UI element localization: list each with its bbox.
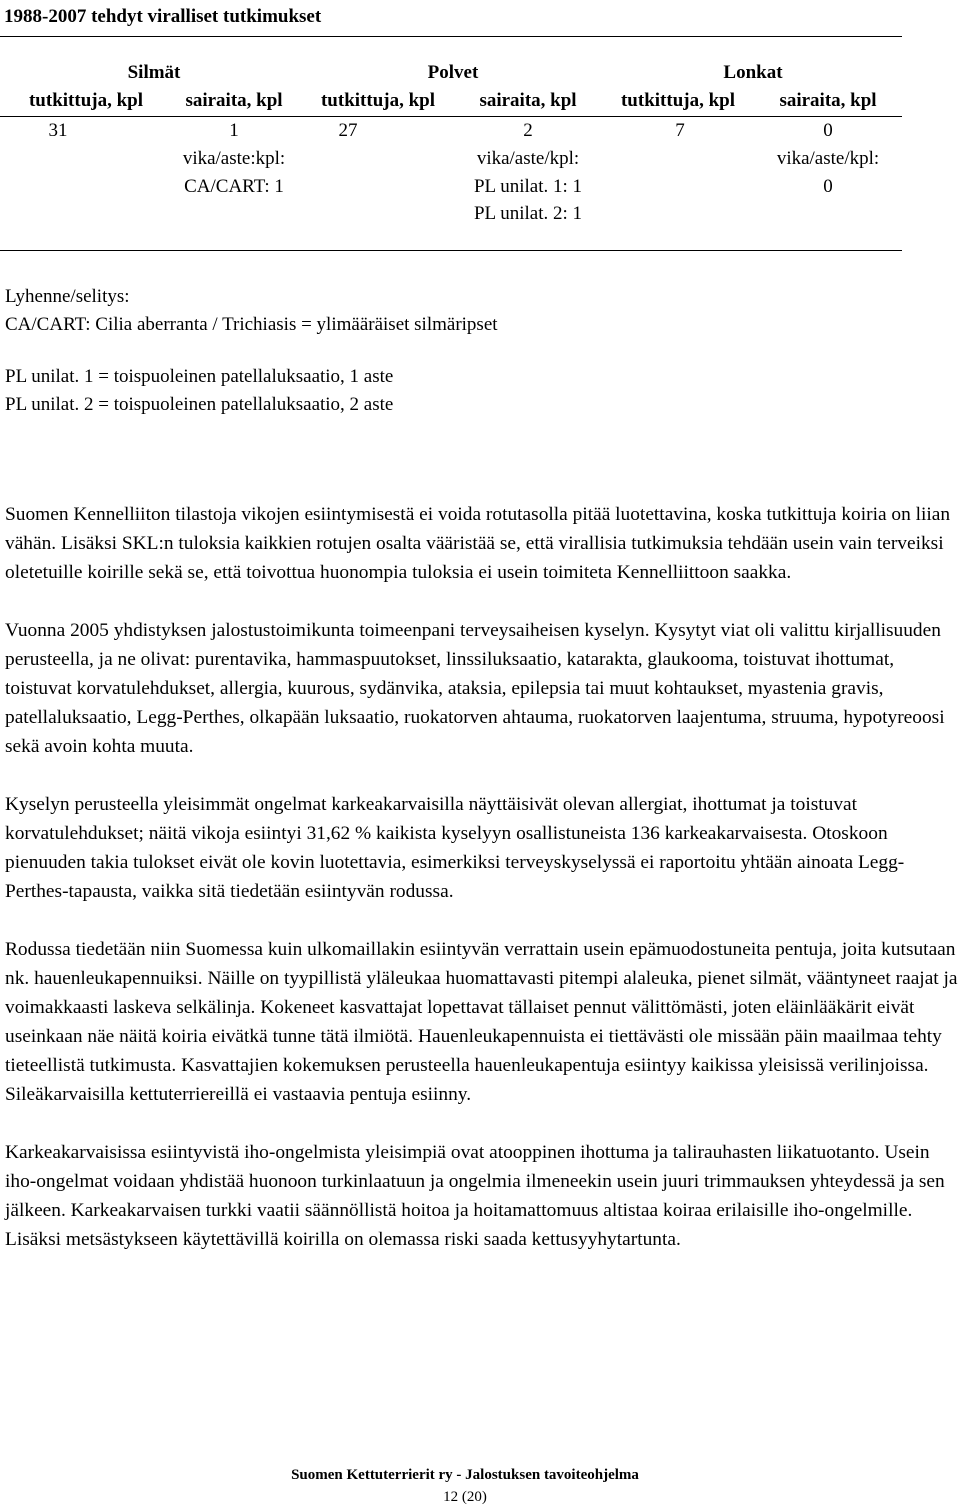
- group-header-lonkat: Lonkat: [723, 62, 783, 83]
- paragraph: Karkeakarvaisissa esiintyvistä iho-ongelmista yleisimpiä ovat atooppinen ihottuma ja talirauhasten liikatuotanto. Usein iho-ongelmat voidaan yhdistää huonoon turkinlaatuun ja ongelmia ilmeneekin usein juuri trimmauksen yhteydessä ja sen jälkeen. Karkeakarvaisen turkki vaatii säännöllistä hoitoa ja hoitamattomuus altistaa koiraa erilaisille iho-ongelmille. Lisäksi metsästykseen käytettävillä koirilla on olemassa riski saada kettusyyhytartunta.: [5, 1142, 945, 1250]
- group-header-silmat: Silmät: [127, 62, 181, 83]
- body-text: [5, 500, 960, 1283]
- abbreviation-ca-cart: CA/CART: Cilia aberranta / Trichiasis = ylimääräiset silmäripset: [5, 314, 498, 335]
- col-header: sairaita, kpl: [779, 90, 877, 111]
- table-cell: vika/aste:kpl:: [182, 148, 286, 169]
- table-bottom-rule: [0, 250, 902, 251]
- col-header: tutkittuja, kpl: [28, 90, 144, 111]
- paragraph: Kyselyn perusteella yleisimmät ongelmat karkeakarvaisilla näyttäisivät olevan allergiat, ihottumat ja toistuvat korvatulehdukset; näitä vikoja esiintyi 31,62 % kaikista kyselyyn osallistuneista 136 karkeakarvaisesta. Otoskoon pienuuden takia tulokset eivät ole kovin luotettavia, esimerkiksi terveyskyselyssä ei raportoitu yhtään ainoata Legg-Perthes-tapausta, vaikka sitä tiedetään esiintyvän rodussa.: [5, 794, 905, 902]
- paragraph: Suomen Kennelliiton tilastoja vikojen esiintymisestä ei voida rotutasolla pitää luotettavina, koska tutkittuja koiria on liian vähän. Lisäksi SKL:n tuloksia kaikkien rotujen osalta vääristää se, että virallisia tutkimuksia tehdään usein vain terveiksi oletetuille koirille sekä se, että toivottua huonompia tuloksia ei usein toimiteta Kennelliittoon saakka.: [5, 504, 951, 583]
- table-cell: vika/aste/kpl:: [476, 148, 580, 169]
- table-cell: 27: [338, 120, 358, 141]
- table-cell: 0: [823, 120, 833, 141]
- paragraph: Vuonna 2005 yhdistyksen jalostustoimikunta toimeenpani terveysaiheisen kyselyn. Kysytyt viat oli valittu kirjallisuuden perusteella, ja ne olivat: purentavika, hammaspuutokset, linssiluksaatio, katarakta, glaukooma, toistuvat ihottumat, toistuvat korvatulehdukset, allergia, kuurous, sydänvika, ataksia, epilepsia tai muut kohtaukset, myastenia gravis, patellaluksaatio, Legg-Perthes, olkapään luksaatio, ruokatorven ahtauma, ruokatorven laajentuma, struuma, hypotyreoosi sekä avoin kohta muuta.: [5, 620, 945, 757]
- abbreviation-pl2: PL unilat. 2 = toispuoleinen patellaluksaatio, 2 aste: [5, 394, 394, 415]
- abbreviation-heading: Lyhenne/selitys:: [5, 286, 130, 307]
- table-header-rule: [0, 116, 902, 117]
- table-cell: vika/aste/kpl:: [776, 148, 880, 169]
- table-cell: 2: [523, 120, 533, 141]
- page-title: 1988-2007 tehdyt viralliset tutkimukset: [4, 6, 322, 27]
- col-header: tutkittuja, kpl: [620, 90, 736, 111]
- table-cell: PL unilat. 2: 1: [473, 203, 583, 224]
- abbreviation-legend: [5, 283, 498, 419]
- table-cell: 7: [675, 120, 685, 141]
- footer-org: Suomen Kettuterrierit ry - Jalostuksen tavoiteohjelma: [291, 1467, 639, 1483]
- table-cell: 31: [48, 120, 68, 141]
- col-header: sairaita, kpl: [479, 90, 577, 111]
- col-header: tutkittuja, kpl: [320, 90, 436, 111]
- paragraph: Rodussa tiedetään niin Suomessa kuin ulkomaillakin esiintyvän verrattain usein epämuodostuneita pentuja, joita kutsutaan nk. hauenleukapennuiksi. Näille on tyypillistä yläleukaa huomattavasti pitempi alaleuka, pienet silmät, vääntyneet raajat ja voimakkaasti laskeva selkälinja. Kokeneet kasvattajat lopettavat tällaiset pennut välittömästi, joten eläinlääkärit eivät useinkaan näe näitä koiria eivätkä tunne tätä ilmiötä. Hauenleukapennuista ei tiettävästi ole missään päin maailmaa tehty tieteellistä tutkimusta. Kasvattajien kokemuksen perusteella hauenleukapentuja esiintyy kaikissa yleisissä verilinjoissa. Sileäkarvaisilla kettuterriereillä ei vastaavia pentuja esiinny.: [5, 939, 958, 1105]
- col-header: sairaita, kpl: [185, 90, 283, 111]
- table-cell: 1: [229, 120, 239, 141]
- table-cell: 0: [823, 176, 833, 197]
- table-cell: CA/CART: 1: [184, 176, 284, 197]
- page-number: 12 (20): [443, 1489, 487, 1505]
- table-top-rule: [0, 36, 902, 37]
- group-header-polvet: Polvet: [427, 62, 479, 83]
- abbreviation-pl1: PL unilat. 1 = toispuoleinen patellaluksaatio, 1 aste: [5, 366, 394, 387]
- page-footer: [0, 1464, 930, 1508]
- table-cell: PL unilat. 1: 1: [473, 176, 583, 197]
